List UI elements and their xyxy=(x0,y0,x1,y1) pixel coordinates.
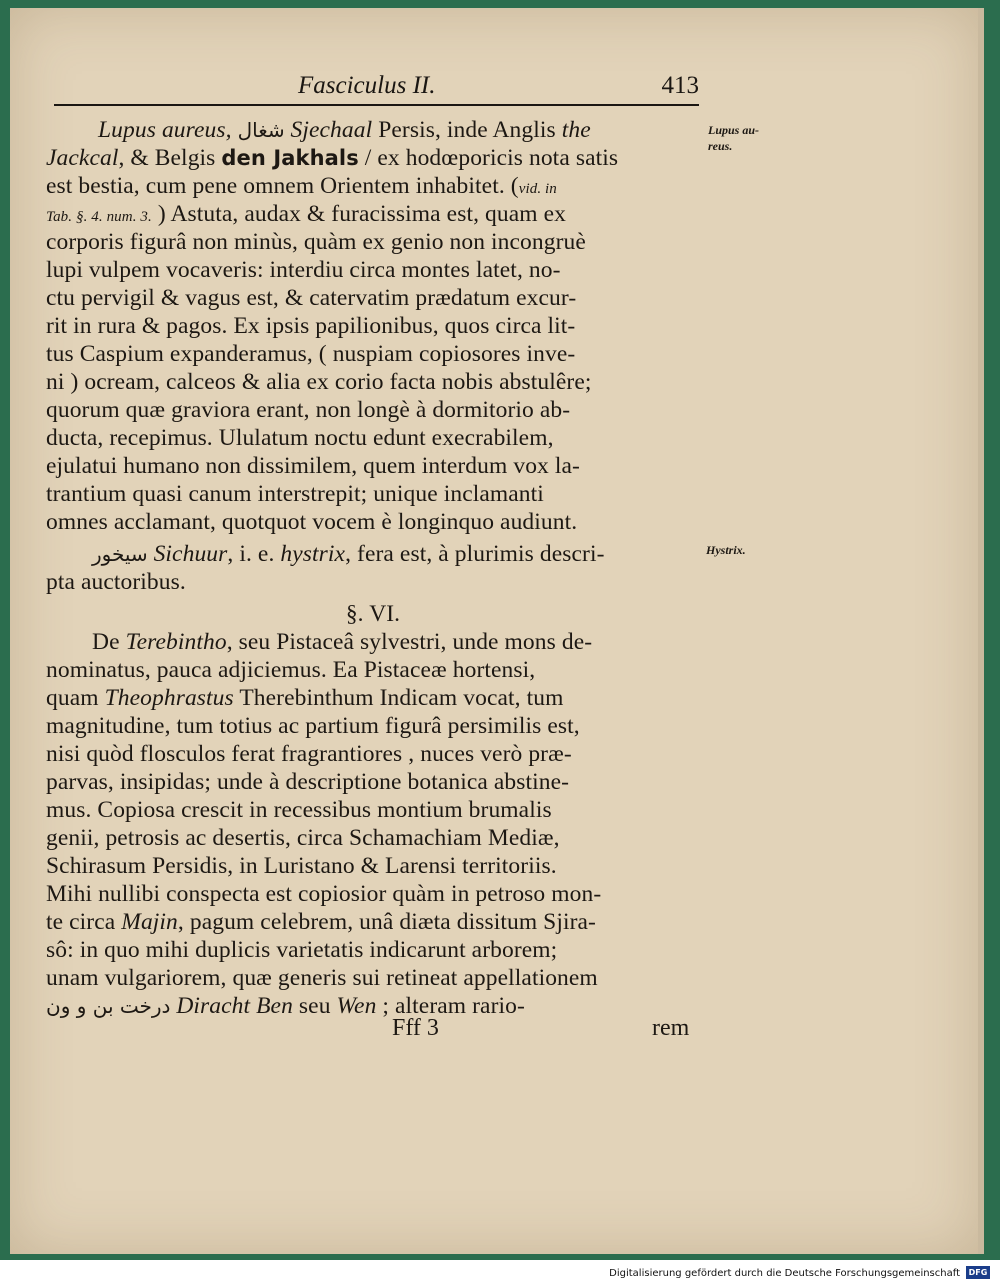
text-line: ducta, recepimus. Ululatum noctu edunt execrabilem, xyxy=(46,425,554,451)
signature-mark: Fff 3 xyxy=(392,1015,439,1041)
text-run: est bestia, cum pene omnem Orientem inhabitet. ( xyxy=(46,173,519,199)
text-line: omnes acclamant, quotquot vocem è longinquo audiunt. xyxy=(46,509,578,535)
text-line: pta auctoribus. xyxy=(46,569,186,595)
text-line xyxy=(92,628,592,656)
digitization-credit: Digitalisierung gefördert durch die Deutsche Forschungsgemeinschaft xyxy=(609,1268,960,1279)
term-lupus-aureus: Lupus aureus, xyxy=(98,117,232,143)
term-hystrix: hystrix xyxy=(280,541,346,567)
text-line xyxy=(46,992,525,1020)
reference-note: Tab. §. 4. num. 3. xyxy=(46,209,152,225)
text-line: mus. Copiosa crescit in recessibus montium brumalis xyxy=(46,797,552,823)
text-line: ejulatui humano non dissimilem, quem interdum vox la- xyxy=(46,453,580,479)
page-number: 413 xyxy=(661,72,699,99)
text-run: , fera est, à plurimis descri- xyxy=(345,541,605,567)
text-line: quorum quæ graviora erant, non longè à dormitorio ab- xyxy=(46,397,571,423)
text-line: parvas, insipidas; unde à descriptione botanica abstine- xyxy=(46,769,570,795)
text-line: ctu pervigil & vagus est, & catervatim prædatum excur- xyxy=(46,285,577,311)
text-run: Persis, inde Anglis xyxy=(372,117,562,143)
term-wen: Wen xyxy=(336,993,377,1019)
dfg-logo: DFG xyxy=(966,1266,990,1279)
section-heading: §. VI. xyxy=(345,601,401,627)
text-run: / ex hodœporicis nota satis xyxy=(358,145,619,171)
text-run: Therebinthum Indicam vocat, tum xyxy=(233,685,564,711)
text-line: tus Caspium expanderamus, ( nuspiam copiosores inve- xyxy=(46,341,576,367)
text-line: genii, petrosis ac desertis, circa Schamachiam Mediæ, xyxy=(46,825,560,851)
catchword: rem xyxy=(652,1015,690,1041)
text-line xyxy=(46,684,564,712)
text-run: te circa xyxy=(46,909,122,935)
text-line: rit in rura & pagos. Ex ipsis papilionibus, quos circa lit- xyxy=(46,313,576,339)
text-run: ) Astuta, audax & furacissima est, quam ex xyxy=(151,201,566,227)
arabic-script: سیخور xyxy=(92,542,148,566)
term-sjechaal: Sjechaal xyxy=(284,117,373,143)
marginal-note-hystrix: Hystrix. xyxy=(706,543,746,557)
reference-note: vid. in xyxy=(518,181,557,197)
text-run: seu xyxy=(292,993,337,1019)
marginal-note-lupus-aureus xyxy=(708,122,759,154)
text-run: , seu Pistaceâ sylvestri, unde mons de- xyxy=(226,629,593,655)
text-run: , i. e. xyxy=(227,541,281,567)
fraktur-term: den Jakhals xyxy=(221,146,359,170)
text-line xyxy=(46,200,566,231)
term-the: the xyxy=(561,117,591,143)
text-line: magnitudine, tum totius ac partium figurâ persimilis est, xyxy=(46,713,580,739)
text-line: ni ) ocream, calceos & alia ex corio facta nobis abstulêre; xyxy=(46,369,592,395)
text-line: nisi quòd flosculos ferat fragrantiores , nuces verò præ- xyxy=(46,741,572,767)
text-line xyxy=(46,908,596,936)
page-header xyxy=(54,72,699,106)
text-line: unam vulgariorem, quæ generis sui retineat appellationem xyxy=(46,965,598,991)
text-run: De xyxy=(92,629,126,655)
term-terebintho: Terebintho xyxy=(125,629,227,655)
header-rule xyxy=(54,104,699,106)
term-diracht-ben: Diracht Ben xyxy=(170,993,293,1019)
term-jackcal: Jackcal xyxy=(46,145,119,171)
arabic-script: شغال xyxy=(237,118,285,142)
text-line: corporis figurâ non minùs, quàm ex genio non incongruè xyxy=(46,229,586,255)
text-run: quam xyxy=(46,685,105,711)
text-run: , pagum celebrem, unâ diæta dissitum Sjira- xyxy=(177,909,596,935)
text-run: ; alteram rario- xyxy=(376,993,525,1019)
text-line xyxy=(98,116,591,144)
text-run: , & Belgis xyxy=(118,145,222,171)
text-line: lupi vulpem vocaveris: interdiu circa montes latet, no- xyxy=(46,257,561,283)
text-line: Schirasum Persidis, in Luristano & Larensi territoriis. xyxy=(46,853,557,879)
term-theophrastus: Theophrastus xyxy=(104,685,234,711)
text-line: trantium quasi canum interstrepit; unique inclamanti xyxy=(46,481,544,507)
text-line xyxy=(46,144,618,172)
text-line xyxy=(46,172,557,203)
term-sichuur: Sichuur xyxy=(147,541,228,567)
term-majin: Majin xyxy=(121,909,178,935)
text-line: nominatus, pauca adjiciemus. Ea Pistaceæ hortensi, xyxy=(46,657,536,683)
running-title: Fasciculus II. xyxy=(298,72,436,99)
text-line: Mihi nullibi conspecta est copiosior quàm in petroso mon- xyxy=(46,881,602,907)
marginal-note-line: Lupus au- xyxy=(708,123,760,137)
text-line: sô: in quo mihi duplicis varietatis indicarunt arborem; xyxy=(46,937,558,963)
arabic-script: درخت بن و ون xyxy=(46,994,171,1018)
text-line xyxy=(92,540,605,568)
page-edge xyxy=(978,8,984,1254)
marginal-note-line: reus. xyxy=(708,139,733,153)
